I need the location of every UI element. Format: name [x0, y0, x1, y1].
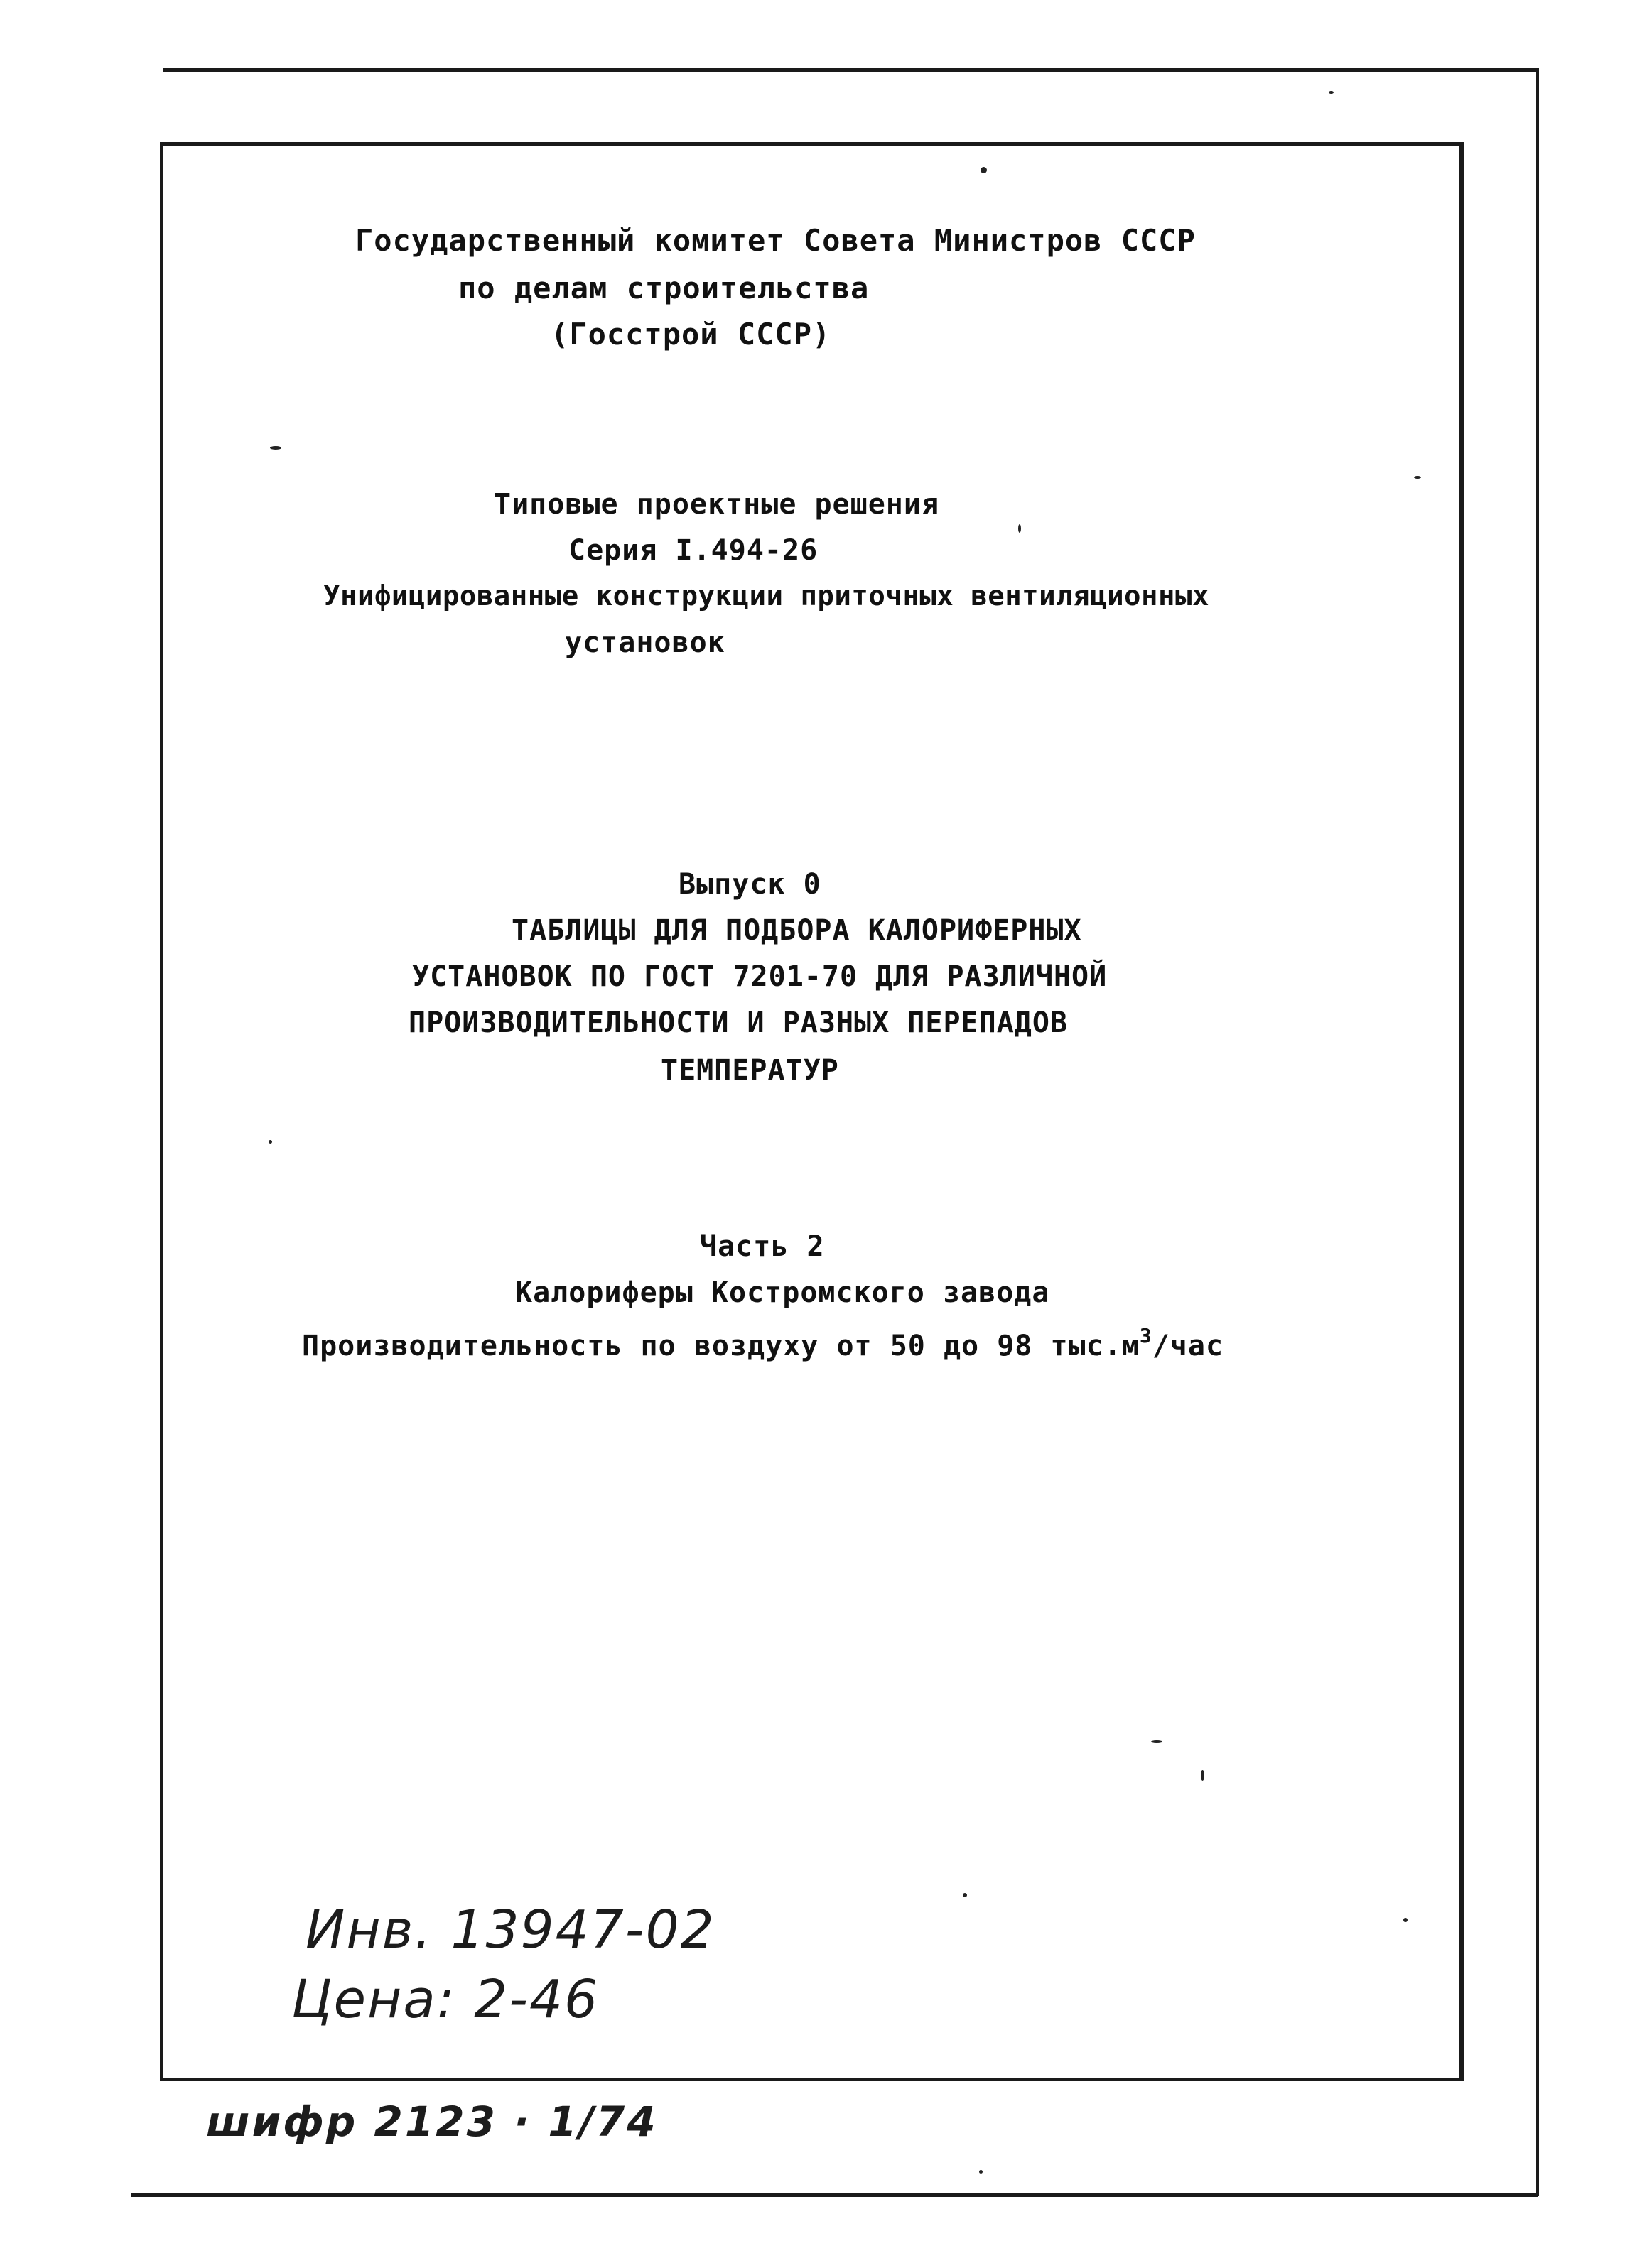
title-frame	[160, 142, 1464, 2081]
scan-speck	[963, 1893, 967, 1897]
series-heading: Типовые проектные решения	[494, 488, 940, 521]
scan-speck	[1403, 1918, 1408, 1922]
scan-speck	[270, 446, 281, 450]
org-name-line-2: по делам строительства	[458, 271, 870, 305]
part-subtitle: Калориферы Костромского завода	[515, 1276, 1050, 1309]
scan-speck	[1151, 1740, 1162, 1743]
scan-speck	[1329, 91, 1334, 94]
series-title-line-1: Унифицированные конструкции приточных вентиляционных	[323, 580, 1209, 612]
org-name-line-3: (Госстрой СССР)	[551, 317, 831, 352]
scan-speck	[1018, 524, 1021, 533]
series-title-line-2: установок	[565, 626, 725, 659]
handwritten-inventory-number: Инв. 13947-02	[306, 1899, 715, 1960]
scan-speck	[1414, 476, 1421, 479]
sheet-border-bottom	[131, 2193, 1538, 2197]
scan-speck	[269, 1140, 272, 1144]
part-number: Часть 2	[700, 1230, 825, 1263]
issue-title-line-4: ТЕМПЕРАТУР	[661, 1054, 839, 1087]
capacity-unit: /час	[1152, 1330, 1224, 1362]
sheet-border-right	[1536, 68, 1539, 2196]
cipher-stamp: шифр 2123 · 1/74	[206, 2098, 658, 2146]
issue-title-line-3: ПРОИЗВОДИТЕЛЬНОСТИ И РАЗНЫХ ПЕРЕПАДОВ	[409, 1007, 1069, 1039]
scan-speck	[1201, 1770, 1204, 1781]
handwritten-price: Цена: 2-46	[291, 1969, 600, 2030]
series-number: Серия I.494-26	[568, 534, 819, 567]
capacity-text: Производительность по воздуху от 50 до 98 тыс.м	[302, 1330, 1140, 1362]
capacity-line	[302, 1326, 1224, 1360]
issue-title-line-2: УСТАНОВОК ПО ГОСТ 7201-70 ДЛЯ РАЗЛИЧНОЙ	[412, 960, 1108, 993]
issue-number: Выпуск 0	[679, 868, 821, 901]
issue-title-line-1: ТАБЛИЦЫ ДЛЯ ПОДБОРА КАЛОРИФЕРНЫХ	[512, 914, 1082, 947]
sheet-border-top	[163, 68, 1538, 72]
org-name-line-1: Государственный комитет Совета Министров СССР	[355, 223, 1196, 258]
scan-speck	[981, 167, 987, 173]
capacity-exponent: 3	[1139, 1324, 1152, 1347]
scan-speck	[979, 2170, 983, 2174]
